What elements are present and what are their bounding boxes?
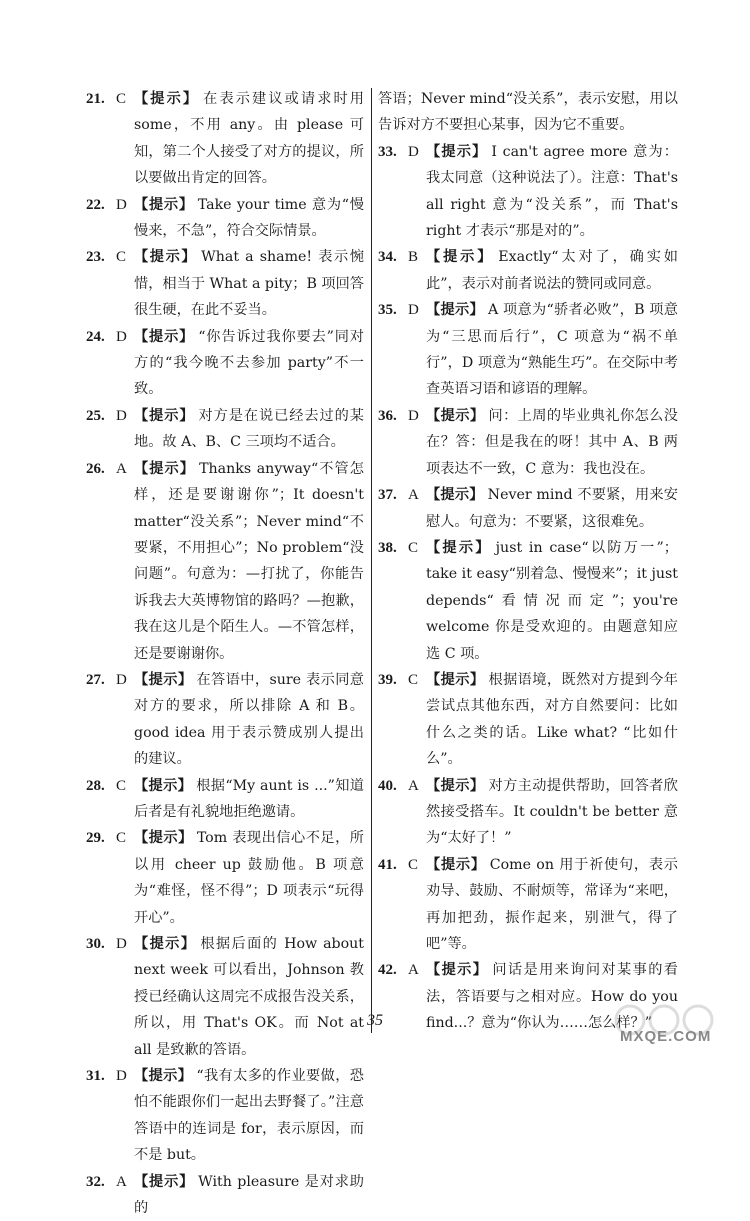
item-answer: D xyxy=(116,671,127,688)
hint-tag: 【提示】 xyxy=(426,487,484,504)
item-answer: A xyxy=(408,962,419,979)
answer-item-38 xyxy=(378,535,678,667)
hint-tag: 【提示】 xyxy=(426,671,485,688)
hint-tag: 【提示】 xyxy=(426,143,488,160)
watermark-text: MXQE.COM xyxy=(620,1028,712,1045)
item-text: Exactly“太对了，确实如此”，表示对前者说法的赞同或同意。 xyxy=(426,249,678,292)
item-text: 问话是用来询问对某事的看法，答语要与之相对应。How do you find...？意为“你认为……怎么样？” xyxy=(426,962,678,1032)
answer-item-36 xyxy=(378,403,678,482)
answer-item-39 xyxy=(378,667,678,773)
item-text: 根据后面的 How about next week 可以看出，Johnson 教授已经确认这周完不成报告没关系，所以，用 That's OK。而 Not at all 是致歉的答语。 xyxy=(134,936,364,1058)
answer-item-31 xyxy=(86,1063,364,1169)
item-text: Never mind 不要紧，用来安慰人。句意为：不要紧，这很难免。 xyxy=(426,487,678,530)
item-text: “你告诉过我你要去”同对方的“我今晚不去参加 party”不一致。 xyxy=(134,328,364,398)
answer-item-28 xyxy=(86,773,364,826)
answer-item-22 xyxy=(86,192,364,245)
item-text: 对方主动提供帮助，回答者欣然接受搭车。It couldn't be better 意为“太好了！” xyxy=(426,777,678,847)
item-number: 33. xyxy=(378,143,397,160)
left-column xyxy=(86,86,364,1221)
item-answer: C xyxy=(116,91,127,107)
item-text: A 项意为“骄者必败”，B 项意为“三思而后行”，C 项意为“祸不单行”，D 项意为“熟能生巧”。在交际中考查英语习语和谚语的理解。 xyxy=(426,302,678,398)
item-answer: C xyxy=(408,539,419,556)
item-text: 在答语中，sure 表示同意对方的要求，所以排除 A 和 B。good idea 用于表示赞成别人提出的建议。 xyxy=(134,671,364,768)
right-column xyxy=(378,86,678,1037)
item-answer: D xyxy=(408,302,419,319)
item-number: 36. xyxy=(378,407,397,424)
hint-tag: 【提示】 xyxy=(426,777,485,794)
hint-tag: 【提示】 xyxy=(134,671,193,688)
item-text: 根据“My aunt is ...”知道后者是有礼貌地拒绝邀请。 xyxy=(134,777,364,820)
hint-tag: 【提示】 xyxy=(426,249,495,266)
answer-item-26 xyxy=(86,456,364,667)
item-answer: C xyxy=(408,856,419,873)
item-number: 34. xyxy=(378,249,397,266)
hint-tag: 【提示】 xyxy=(426,407,485,424)
answer-item-40 xyxy=(378,773,678,852)
answer-item-41 xyxy=(378,852,678,958)
item-number: 29. xyxy=(86,830,105,847)
answer-item-35 xyxy=(378,297,678,403)
item-answer: D xyxy=(408,407,419,424)
item-text: Come on 用于祈使句，表示劝导、鼓励、不耐烦等，常译为“来吧，再加把劲，振作起来，别泄气，得了吧”等。 xyxy=(426,856,678,952)
item-text: 问：上周的毕业典礼你怎么没在？答：但是我在的呀！其中 A、B 两项表达不一致，C 意为：我也没在。 xyxy=(426,407,678,477)
hint-tag: 【提示】 xyxy=(134,830,193,847)
item-number: 40. xyxy=(378,777,397,794)
answer-item-34 xyxy=(378,244,678,297)
answer-item-37 xyxy=(378,482,678,535)
hint-tag: 【提示】 xyxy=(426,962,489,979)
item-number: 21. xyxy=(86,91,105,107)
item-answer: D xyxy=(116,1068,127,1085)
item-number: 41. xyxy=(378,856,397,873)
item-answer: D xyxy=(116,196,127,213)
item-number: 39. xyxy=(378,671,397,688)
hint-tag: 【提示】 xyxy=(134,460,196,477)
item-answer: C xyxy=(116,830,127,847)
item-number: 32. xyxy=(86,1173,105,1190)
hint-tag: 【提示】 xyxy=(134,328,195,345)
item-text: just in case“以防万一”；take it easy“别着急、慢慢来”；it just depends“看情况而定”；you're welcome 你是受欢迎的。由题意知应选 C 项。 xyxy=(426,539,678,662)
item-number: 30. xyxy=(86,936,105,952)
item-number: 22. xyxy=(86,196,105,213)
item-text: I can't agree more 意为：我太同意（这种说法了）。注意：That's all right 意为“没关系”，而 That's right 才表示“那是对的”。 xyxy=(426,143,678,240)
answer-item-29 xyxy=(86,825,364,931)
hint-tag: 【提示】 xyxy=(134,91,200,107)
item-text: 对方是在说已经去过的某地。故 A、B、C 三项均不适合。 xyxy=(134,407,364,451)
item-answer: D xyxy=(116,936,127,952)
hint-tag: 【提示】 xyxy=(134,1173,195,1190)
item-number: 28. xyxy=(86,777,105,794)
item-number: 38. xyxy=(378,539,397,556)
hint-tag: 【提示】 xyxy=(134,936,197,952)
answer-item-27 xyxy=(86,667,364,773)
item-answer: A xyxy=(408,777,419,794)
item-text: 在表示建议或请求时用 some，不用 any。由 please 可知，第二个人接受了对方的提议，所以要做出肯定的回答。 xyxy=(134,91,364,187)
item-number: 26. xyxy=(86,460,105,477)
item-answer: B xyxy=(408,249,419,266)
answer-item-30 xyxy=(86,931,364,1063)
item-text: With pleasure 是对求助的 xyxy=(134,1173,364,1217)
item-answer: D xyxy=(116,407,127,424)
item-number: 25. xyxy=(86,407,105,424)
item-number: 37. xyxy=(378,487,397,504)
item-text: Take your time 意为“慢慢来，不急”，符合交际情景。 xyxy=(134,196,364,240)
hint-tag: 【提示】 xyxy=(134,407,195,424)
item-number: 35. xyxy=(378,302,397,319)
item-number: 27. xyxy=(86,671,105,688)
answer-item-23 xyxy=(86,244,364,323)
hint-tag: 【提示】 xyxy=(426,302,484,319)
item-number: 23. xyxy=(86,249,105,266)
item-text: “我有太多的作业要做，恐怕不能跟你们一起出去野餐了。”注意答语中的连词是 for，表示原因，而不是 but。 xyxy=(134,1068,364,1164)
hint-tag: 【提示】 xyxy=(134,249,198,266)
hint-tag: 【提示】 xyxy=(426,539,492,556)
continuation-text: 答语；Never mind“没关系”，表示安慰，用以告诉对方不要担心某事，因为它不重要。 xyxy=(378,91,678,134)
page-number: 35 xyxy=(367,1012,383,1029)
item-text: Tom 表现出信心不足，所以用 cheer up 鼓励他。B 项意为“难怪，怪不得”；D 项表示“玩得开心”。 xyxy=(134,830,364,926)
hint-tag: 【提示】 xyxy=(134,1068,193,1085)
item-answer: A xyxy=(116,460,127,477)
answer-item-21 xyxy=(86,86,364,192)
item-number: 24. xyxy=(86,328,105,345)
column-divider xyxy=(371,88,372,1033)
answer-item-32 xyxy=(86,1169,364,1221)
hint-tag: 【提示】 xyxy=(134,196,194,213)
answer-item-33 xyxy=(378,139,678,245)
item-answer: C xyxy=(116,777,127,794)
item-number: 31. xyxy=(86,1068,105,1085)
answer-item-25 xyxy=(86,403,364,456)
item-answer: C xyxy=(116,249,127,266)
item-answer: A xyxy=(116,1173,127,1190)
item-answer: D xyxy=(116,328,127,345)
item-number: 42. xyxy=(378,962,397,979)
item-text: Thanks anyway“不管怎样，还是要谢谢你”；It doesn't matter“没关系”；Never mind“不要紧，不用担心”；No problem“没问题”。句意为：—打扰了，你能告诉我去大英博物馆的路吗？—抱歉，我在这儿是个陌生人。—不管怎样，还是要谢谢你。 xyxy=(134,460,364,662)
hint-tag: 【提示】 xyxy=(426,856,486,873)
item-answer: D xyxy=(408,143,419,160)
item-answer: C xyxy=(408,671,419,688)
item-text: 根据语境，既然对方提到今年尝试点其他东西，对方自然要问：比如什么之类的话。Like what? “比如什么”。 xyxy=(426,671,678,768)
item-text: What a shame! 表示惋惜，相当于 What a pity；B 项回答很生硬，在此不妥当。 xyxy=(134,249,364,319)
hint-tag: 【提示】 xyxy=(134,777,193,794)
item-answer: A xyxy=(408,487,419,504)
answer-item-24 xyxy=(86,324,364,403)
